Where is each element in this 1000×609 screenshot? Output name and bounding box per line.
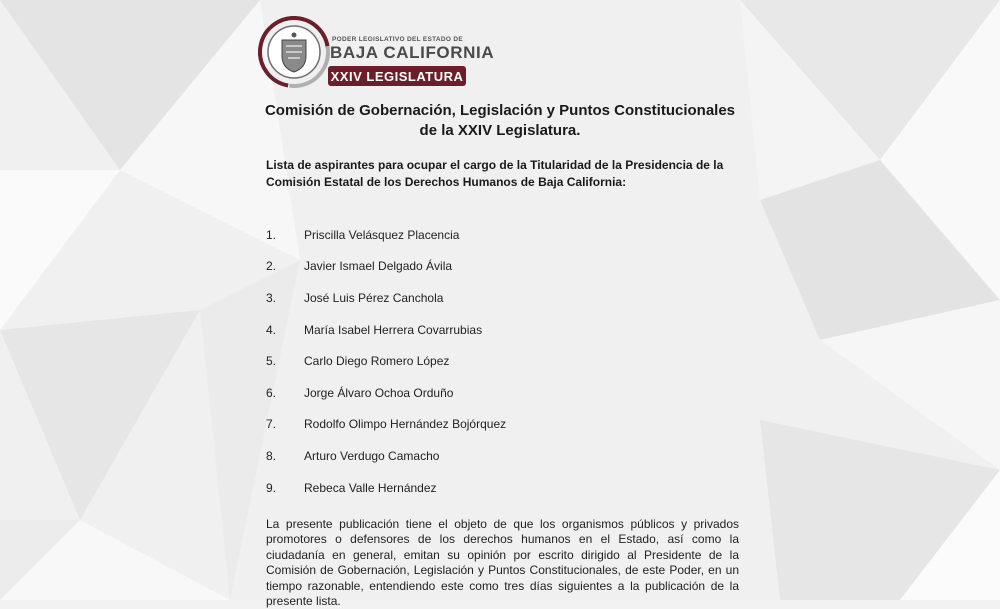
- legislature-logo: [258, 16, 495, 88]
- candidate-name: Rodolfo Olimpo Hernández Bojórquez: [304, 417, 507, 432]
- list-item: [266, 472, 746, 504]
- list-item: [266, 314, 746, 346]
- list-item: [266, 282, 746, 314]
- document-title: [0, 101, 1000, 141]
- candidate-name: Arturo Verdugo Camacho: [304, 448, 440, 463]
- list-number: 2.: [266, 259, 277, 274]
- candidate-name: Rebeca Valle Hernández: [304, 480, 437, 495]
- candidate-name: María Isabel Herrera Covarrubias: [304, 322, 483, 337]
- list-item: [266, 440, 746, 472]
- title-line-1: Comisión de Gobernación, Legislación y Puntos Constitucionales: [264, 102, 736, 119]
- publication-notice: La presente publicación tiene el objeto de que los organismos públicos y privados promotores o defensores de los derechos humanos en el Estado, así como la ciudadanía en general, emitan su opinión por escrito dirigido al Presidente de la Comisión de Gobernación, Legislación y Puntos Constitucionales, de este Poder, en un tiempo razonable, entendiendo este como tres días siguientes a la publicación de la presente lista.: [266, 517, 739, 609]
- logo-top-text: PODER LEGISLATIVO DEL ESTADO DE: [332, 36, 464, 43]
- list-item: [266, 409, 746, 441]
- logo-state-name: BAJA CALIFORNIA: [330, 43, 495, 62]
- list-number: 3.: [266, 290, 277, 305]
- list-number: 8.: [266, 448, 277, 463]
- candidate-name: Priscilla Velásquez Placencia: [304, 227, 460, 242]
- state-seal-icon: [258, 16, 330, 88]
- list-number: 1.: [266, 227, 277, 242]
- candidate-name: Javier Ismael Delgado Ávila: [304, 259, 453, 274]
- list-item: [266, 251, 746, 283]
- list-number: 7.: [266, 417, 277, 432]
- list-number: 9.: [266, 480, 277, 495]
- list-number: 6.: [266, 385, 277, 400]
- candidate-list: [266, 219, 746, 503]
- list-item: [266, 345, 746, 377]
- title-line-2: de la XXIV Legislatura.: [419, 122, 581, 139]
- candidate-name: José Luis Pérez Canchola: [304, 290, 444, 305]
- list-item: [266, 219, 746, 251]
- candidate-name: Jorge Álvaro Ochoa Orduño: [304, 385, 454, 400]
- list-number: 5.: [266, 354, 277, 369]
- candidate-name: Carlo Diego Romero López: [304, 354, 450, 369]
- list-number: 4.: [266, 322, 277, 337]
- intro-text: Lista de aspirantes para ocupar el cargo de la Titularidad de la Presidencia de la Comisión Estatal de los Derechos Humanos de Baja California:: [266, 158, 724, 189]
- legislature-badge: XXIV LEGISLATURA: [328, 66, 466, 86]
- list-item: [266, 377, 746, 409]
